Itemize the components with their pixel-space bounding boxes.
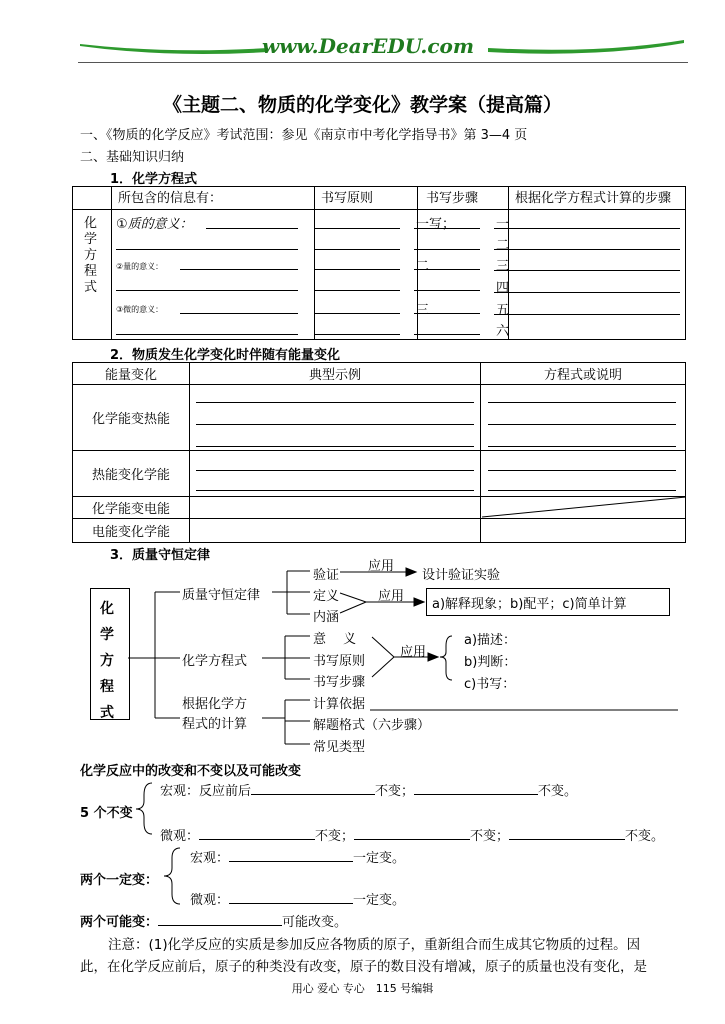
mindmap-root-label: 化 学 方 程 式 xyxy=(100,601,114,721)
info-quality: ①质的意义： xyxy=(116,217,193,232)
calc-step-5: 五 xyxy=(496,303,510,318)
calc-step-6: 六 xyxy=(496,324,510,339)
energy-col-equation: 方程式或说明 xyxy=(481,363,686,385)
b2-principle: 书写原则 xyxy=(313,654,366,669)
b1-define: 定义 xyxy=(313,589,340,604)
possible-row: 两个可能变： 可能改变。 xyxy=(80,915,348,930)
section2-heading: 2．物质发生化学变化时伴随有能量变化 xyxy=(110,348,341,363)
energy-row-4: 电能变化学能 xyxy=(73,519,190,543)
step-1: 一写； xyxy=(416,217,456,232)
header-site-name: www.DearEDU.com xyxy=(262,34,475,58)
macro-row-2: 宏观： 一定变。 xyxy=(190,851,406,866)
branch-calc-2: 程式的计算 xyxy=(182,717,248,732)
equation-table xyxy=(72,186,686,340)
two-certain-label: 两个一定变： xyxy=(80,873,159,888)
row-label-equation: 化学方程式 xyxy=(84,216,98,295)
section3-heading: 3．质量守恒定律 xyxy=(110,548,211,563)
b1-uses-text: a)解释现象；b)配平；c)简单计算 xyxy=(432,597,627,612)
col-header-info: 所包含的信息有： xyxy=(112,187,315,210)
energy-col-example: 典型示例 xyxy=(190,363,481,385)
note-line-2: 此，在化学反应前后，原子的种类没有改变，原子的数目没有增减，原子的质量也没有变化，是 xyxy=(80,959,647,975)
changes-heading: 化学反应中的改变和不变以及可能改变 xyxy=(80,764,302,779)
col-header-principle: 书写原则 xyxy=(315,187,418,210)
b1-target: 设计验证实验 xyxy=(422,568,501,583)
energy-col-change: 能量变化 xyxy=(73,363,190,385)
b1-connotation: 内涵 xyxy=(313,610,340,625)
calc-step-1: 一 xyxy=(496,217,510,232)
branch-equation: 化学方程式 xyxy=(182,654,248,669)
step-2: 二 xyxy=(416,259,430,274)
b3-basis: 计算依据 xyxy=(313,697,366,712)
col-header-steps: 书写步骤 xyxy=(418,187,509,210)
branch-conservation: 质量守恒定律 xyxy=(182,588,261,603)
apply-label-1: 应用 xyxy=(368,559,395,574)
diagonal-line xyxy=(482,495,686,519)
info-micro: ③微的意义： xyxy=(116,305,164,314)
energy-row-3: 化学能变电能 xyxy=(73,497,190,519)
note-line-1: 注意：(1)化学反应的实质是参加反应各物质的原子，重新组合而生成其它物质的过程。因 xyxy=(108,937,641,953)
b3-types: 常见类型 xyxy=(313,740,366,755)
apply-label-2: 应用 xyxy=(378,589,405,604)
page-footer: 用心 爱心 专心 115 号编辑 xyxy=(291,982,434,995)
energy-row-1: 化学能变热能 xyxy=(73,385,190,451)
micro-row-1: 微观： 不变； 不变； 不变。 xyxy=(160,829,665,844)
b2-use-a: a)描述： xyxy=(464,633,517,648)
b2-use-c: c)书写： xyxy=(464,677,516,692)
micro-row-2: 微观： 一定变。 xyxy=(190,893,406,908)
b2-meaning: 意 义 xyxy=(313,632,357,647)
macro-row-1: 宏观：反应前后 不变； 不变。 xyxy=(160,784,578,799)
b1-verify: 验证 xyxy=(313,568,340,583)
b2-steps: 书写步骤 xyxy=(313,675,366,690)
page-title: 《主题二、物质的化学变化》教学案（提高篇） xyxy=(162,94,562,116)
apply-label-3: 应用 xyxy=(400,645,427,660)
five-invariants-label: 5 个不变 xyxy=(80,806,133,821)
calc-step-3: 三 xyxy=(496,259,510,274)
calc-step-2: 二 xyxy=(496,238,510,253)
col-header-calc: 根据化学方程式计算的步骤 xyxy=(509,187,686,210)
step-3: 三 xyxy=(416,303,430,318)
b2-use-b: b)判断： xyxy=(464,655,517,670)
section1-heading: 1．化学方程式 xyxy=(110,172,198,187)
info-quantity: ②量的意义： xyxy=(116,262,164,271)
calc-step-4: 四 xyxy=(496,281,510,296)
branch-calc-1: 根据化学方 xyxy=(182,697,248,712)
intro-line-1: 一、《物质的化学反应》考试范围：参见《南京市中考化学指导书》第 3—4 页 xyxy=(80,128,528,143)
header-divider xyxy=(78,62,688,63)
intro-line-2: 二、基础知识归纳 xyxy=(80,150,185,165)
energy-row-2: 热能变化学能 xyxy=(73,451,190,497)
b3-format: 解题格式（六步骤） xyxy=(313,718,431,733)
